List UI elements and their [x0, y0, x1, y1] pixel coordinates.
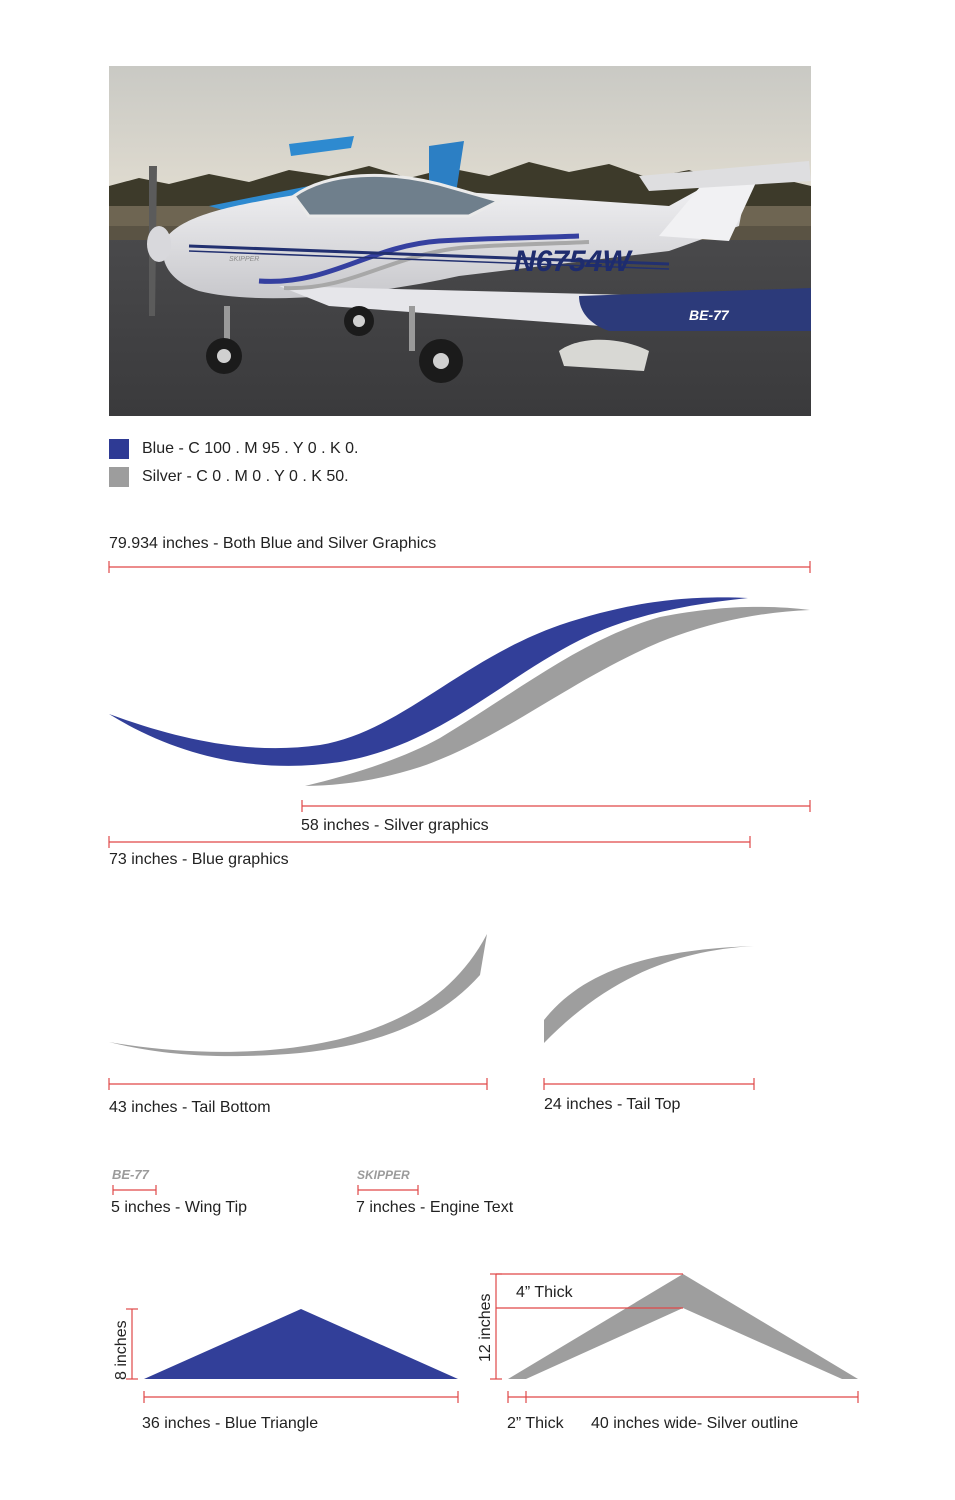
wing-tip-decal: BE-77: [689, 307, 729, 323]
wing-tip-text-sample: BE-77: [112, 1167, 149, 1182]
cowl-decal: SKIPPER: [229, 256, 260, 263]
blue-triangle-width-label: 36 inches - Blue Triangle: [142, 1415, 319, 1432]
silver-outline-height-label: 12 inches: [477, 1293, 494, 1362]
silver-chevron: [508, 1274, 858, 1379]
silver-outline-thick-label: 4” Thick: [516, 1284, 573, 1301]
tail-top-label: 24 inches - Tail Top: [544, 1096, 681, 1113]
wing-tip-dimension-line: [113, 1185, 156, 1195]
blue-dimension-line: [109, 836, 750, 848]
legend-blue-label: Blue - C 100 . M 95 . Y 0 . K 0.: [142, 440, 359, 457]
registration-decal: N6754W: [514, 245, 631, 278]
blue-triangle-width-line: [144, 1391, 458, 1403]
tail-bottom-dimension-line: [109, 1078, 487, 1090]
silver-length-label: 58 inches - Silver graphics: [301, 817, 489, 834]
blue-triangle-height-label: 8 inches: [113, 1320, 130, 1380]
engine-text-sample: SKIPPER: [357, 1168, 410, 1182]
blue-triangle: [144, 1309, 458, 1379]
wing-tip-label: 5 inches - Wing Tip: [111, 1199, 248, 1216]
silver-dimension-line: [302, 800, 810, 812]
tail-top-graphic: [544, 946, 754, 1043]
total-length-label: 79.934 inches - Both Blue and Silver Graphics: [109, 535, 437, 552]
blue-length-label: 73 inches - Blue graphics: [109, 851, 289, 868]
silver-chevron-width-line: [508, 1391, 858, 1403]
silver-outline-width-label: 40 inches wide- Silver outline: [591, 1415, 799, 1432]
tail-bottom-label: 43 inches - Tail Bottom: [109, 1099, 271, 1116]
tail-top-dimension-line: [544, 1078, 754, 1090]
engine-text-label: 7 inches - Engine Text: [356, 1199, 514, 1216]
tail-bottom-graphic: [109, 934, 487, 1056]
silver-outline-edge-label: 2” Thick: [507, 1415, 564, 1432]
engine-text-dimension-line: [358, 1185, 418, 1195]
total-dimension-line: [109, 561, 810, 573]
legend-silver-label: Silver - C 0 . M 0 . Y 0 . K 50.: [142, 468, 349, 485]
